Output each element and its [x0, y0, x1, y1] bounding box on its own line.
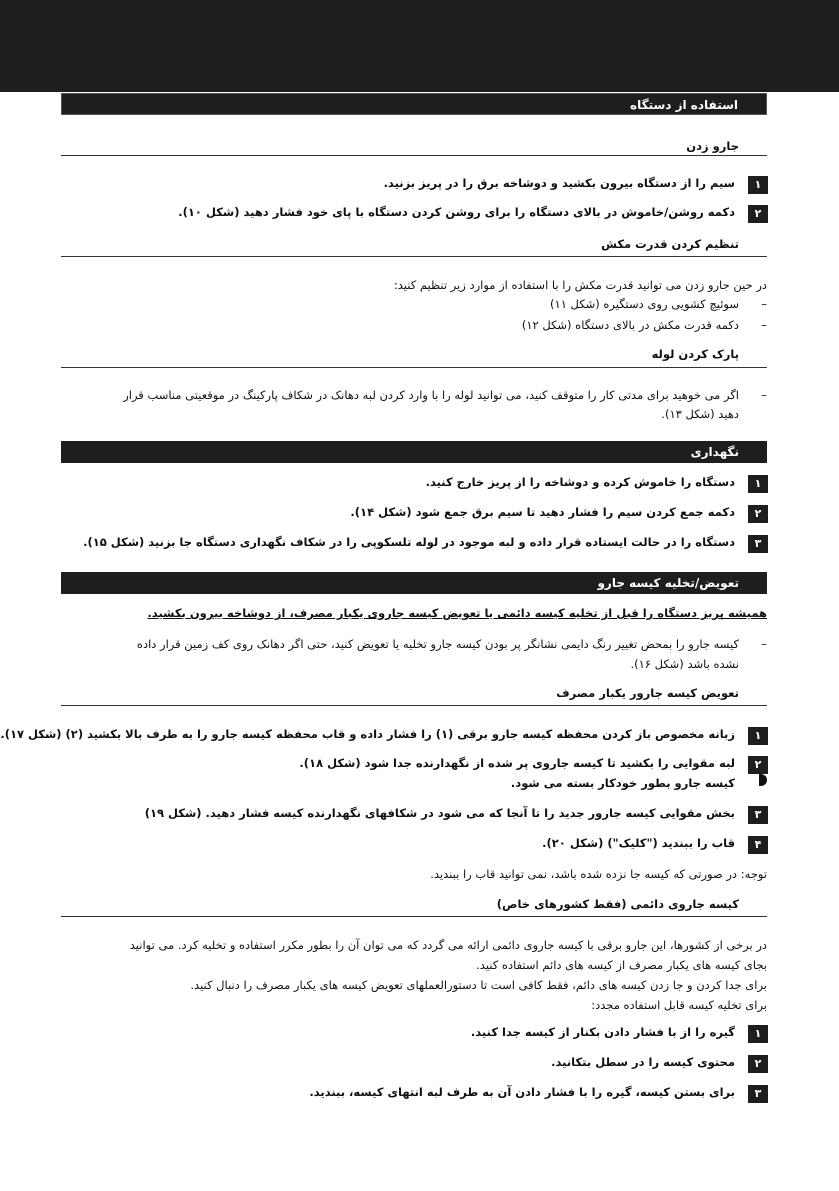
- divider: [61, 705, 767, 706]
- step-item: [83, 535, 767, 549]
- dash-marker: –: [761, 637, 767, 651]
- paragraph-line: اگر می خوهید برای مدتی کار را متوقف کنید، می توانید لوله را با وارد کردن لبه دهانک در شکاف پارکینگ در موقعیتی مناسب قرار: [123, 388, 739, 402]
- step-text: برای بستن کیسه، گیره را با فشار دادن آن به طرف لبه انتهای کیسه، ببندید.: [309, 1085, 735, 1099]
- step-text: قاب را ببندید ("کلیک") (شکل ۲۰).: [542, 836, 735, 850]
- step-number: ۱: [748, 475, 768, 493]
- section-heading-usage: استفاده از دستگاه: [61, 93, 767, 115]
- step-number: ۲: [748, 1055, 768, 1073]
- step-item: [299, 756, 767, 770]
- warning-text: همیشه پریز دستگاه را قبل از تخلیه کیسه دائمی یا تعویض کیسه جاروی یکبار مصرف، از دوشاخه بیرون بکشید.: [147, 606, 767, 620]
- step-item: [471, 1025, 767, 1039]
- dash-marker: –: [761, 388, 767, 402]
- subheading-park: پارک کردن لوله: [651, 347, 739, 361]
- divider: [61, 367, 767, 368]
- dash-marker: –: [761, 297, 767, 311]
- step-text: سیم را از دستگاه بیرون بکشید و دوشاخه برق را در پریز بزنید.: [383, 176, 735, 190]
- subheading-vacuuming: جارو زدن: [686, 139, 739, 153]
- header-band: [0, 0, 839, 92]
- divider: [61, 155, 767, 156]
- step-number: ۱: [748, 176, 768, 194]
- section-heading-maintenance: نگهداری: [61, 441, 767, 463]
- step-text: دکمه جمع کردن سیم را فشار دهید تا سیم برق جمع شود (شکل ۱۴).: [350, 505, 735, 519]
- paragraph-line: بجای کیسه های یکبار مصرف از کیسه های دائم استفاده کنید.: [476, 958, 767, 972]
- step-number: ۴: [748, 836, 768, 854]
- paragraph-line: برای جدا کردن و جا زدن کیسه های دائم، فقط کافی است تا دستورالعملهای تعویض کیسه های یکبار مصرف را دنبال کنید.: [190, 978, 767, 992]
- step-text: دستگاه را خاموش کرده و دوشاخه را از پریز خارج کنید.: [425, 475, 735, 489]
- step-text: دستگاه را در حالت ایستاده قرار داده و لبه موجود در لوله تلسکوپی را در شکاف نگهداری دستگاه جا بزنید (شکل ۱۵).: [83, 535, 735, 549]
- subheading-suction: تنظیم کردن قدرت مکش: [601, 237, 739, 251]
- step-item: [309, 1085, 767, 1099]
- section-heading-bag: تعویض/تخلیه کیسه جارو: [61, 572, 767, 594]
- step-item: [0, 727, 767, 741]
- paragraph-line: در برخی از کشورها، این جارو برقی با کیسه جاروی دائمی ارائه می گردد که می توان آن را بطور مکرر استفاده و تخلیه کرد. می توانید: [129, 938, 767, 952]
- step-text: کیسه جارو بطور خودکار بسته می شود.: [510, 776, 735, 790]
- paragraph-line: دهید (شکل ۱۳).: [661, 407, 739, 421]
- step-text: محتوی کیسه را در سطل بتکانید.: [551, 1055, 735, 1069]
- step-text: لبه مقوایی را بکشید تا کیسه جاروی پر شده از نگهدارنده جدا شود (شکل ۱۸).: [299, 756, 735, 770]
- step-number: ۱: [748, 1025, 768, 1043]
- step-number: ۱: [748, 727, 768, 745]
- step-number: ۲: [748, 505, 768, 523]
- step-number: ۳: [748, 1085, 768, 1103]
- step-item: [542, 836, 767, 850]
- step-item: [384, 176, 767, 190]
- subheading-permanent: کیسه جاروی دائمی (فقط کشورهای خاص): [496, 897, 739, 911]
- step-item: [511, 776, 767, 790]
- step-item: [350, 505, 767, 519]
- list-item: دکمه قدرت مکش در بالای دستگاه (شکل ۱۲): [521, 318, 739, 332]
- step-text: بخش مقوایی کیسه جارور جدید را تا آنجا که می شود در شکافهای نگهدارنده کیسه فشار دهید. (شکل ۱۹): [144, 806, 735, 820]
- step-number: ۲: [748, 205, 768, 223]
- step-text: گیره را از با فشار دادن بکنار از کیسه جدا کنید.: [470, 1025, 735, 1039]
- step-item: [426, 475, 767, 489]
- step-number: ۳: [748, 535, 768, 553]
- step-text: زبانه مخصوص باز کردن محفظه کیسه جارو برقی (۱) را فشار داده و قاب محفظه کیسه جارو را به طرف بالا بکشید (۲) (شکل ۱۷).: [0, 727, 735, 741]
- step-item: [145, 806, 767, 820]
- step-number: ۳: [748, 806, 768, 824]
- note-text: توجه: در صورتی که کیسه جا نزده شده باشد، نمی توانید قاب را ببندید.: [430, 867, 767, 881]
- step-number: ۲: [748, 756, 768, 774]
- divider: [61, 256, 767, 257]
- step-item: [178, 205, 767, 219]
- paragraph-line: نشده باشد (شکل ۱۶).: [630, 657, 739, 671]
- paragraph-line: برای تخلیه کیسه قابل استفاده مجدد:: [591, 998, 767, 1012]
- subheading-disposable: تعویض کیسه جارور یکبار مصرف: [556, 686, 739, 700]
- paragraph-suction-intro: در حین جارو زدن می توانید قدرت مکش را با استفاده از موارد زیر تنظیم کنید:: [393, 278, 767, 292]
- list-item: سوئیچ کشویی روی دستگیره (شکل ۱۱): [550, 297, 739, 311]
- paragraph-line: کیسه جارو را بمحض تغییر رنگ دایمی نشانگر پر بودن کیسه جارو تخلیه یا تعویض کنید، حتی اگر دهانک روی کف زمین قرار داده: [136, 637, 739, 651]
- divider: [61, 916, 767, 917]
- step-item: [551, 1055, 767, 1069]
- dash-marker: –: [761, 318, 767, 332]
- step-text: دکمه روشن/خاموش در بالای دستگاه را برای روشن کردن دستگاه با پای خود فشار دهید (شکل ۱۰).: [178, 205, 735, 219]
